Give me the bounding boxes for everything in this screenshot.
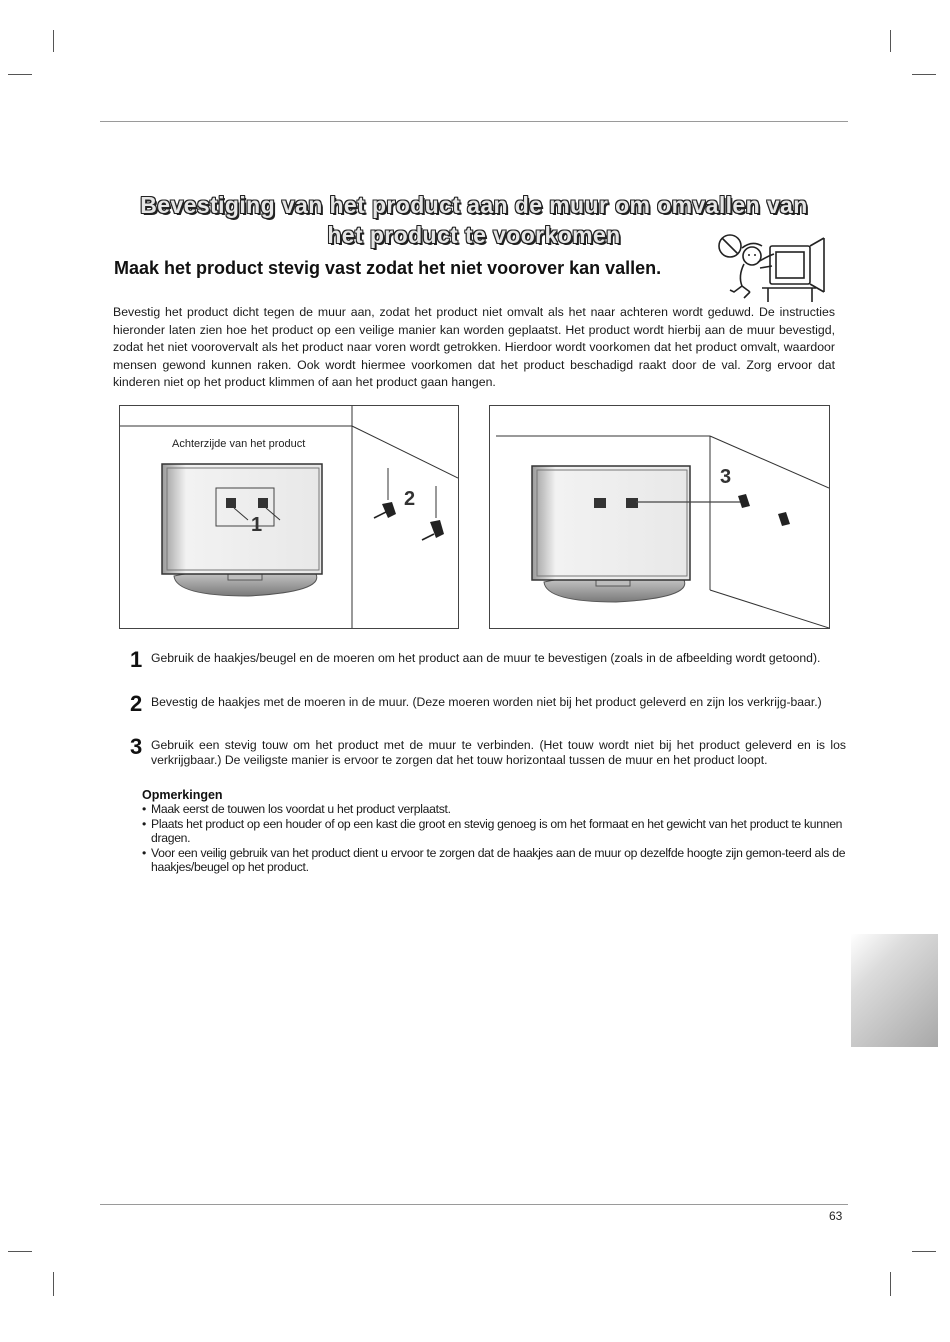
crop-mark xyxy=(8,74,32,75)
crop-mark xyxy=(912,74,936,75)
step-number: 3 xyxy=(130,734,143,759)
crop-mark xyxy=(890,30,891,52)
page-number: 63 xyxy=(829,1209,843,1223)
step-text: Gebruik een stevig touw om het product met de muur te verbinden. (Het touw wordt niet bij het product geleverd en is los verkrijgbaar.) De veiligste manier is ervoor te zorgen dat het touw horizontaal tussen de muur en het product loopt. xyxy=(151,738,846,767)
intro-paragraph: Bevestig het product dicht tegen de muur aan, zodat het product niet omvalt als het naar achteren wordt geduwd. De instructies hieronder laten zien hoe het product op een veilige manier kan worden geplaatst. Het product wordt hierbij aan de muur bevestigd, zodat het niet voorovervalt als het product naar voren wordt getrokken. Hierdoor wordt voorkomen dat het product omvalt, waardoor mensen gewond kunnen raken. Ook wordt hiermee voorkomen dat het product beschadigd raakt door de val. Zorg ervoor dat kinderen niet op het product klimmen of aan het product gaan hangen. xyxy=(113,305,835,389)
step-number: 2 xyxy=(130,691,143,716)
step-1 xyxy=(130,647,846,672)
figure-rear-label: Achterzijde van het product xyxy=(172,438,306,450)
title-line-1: Bevestiging van het product aan de muur om omvallen van xyxy=(140,192,808,218)
chapter-side-tab xyxy=(851,934,938,1047)
crop-mark xyxy=(8,1251,32,1252)
note-item: • Plaats het product op een houder of op een kast die groot en stevig genoeg is om het formaat en het gewicht van het product te kunnen dragen. xyxy=(142,817,846,846)
crop-mark xyxy=(53,1272,54,1296)
no-climbing-warning-icon xyxy=(712,226,832,306)
header-rule xyxy=(100,121,848,122)
crop-mark xyxy=(53,30,54,52)
notes-title: Opmerkingen xyxy=(142,788,223,802)
title-line-2: het product te voorkomen xyxy=(327,222,621,248)
notes-section xyxy=(142,788,846,875)
screw-icon xyxy=(374,512,434,540)
page-subtitle: Maak het product stevig vast zodat het niet voorover kan vallen. xyxy=(114,258,662,278)
step-number: 1 xyxy=(130,647,143,672)
crop-mark xyxy=(890,1272,891,1296)
figure-rear-view xyxy=(119,405,459,629)
note-item: • Voor een veilig gebruik van het product dient u ervoor te zorgen dat de haakjes aan de muur op dezelfde hoogte zijn gemon-teerd als de haakjes/beugel op het product. xyxy=(142,846,846,875)
figure-rope-attachment xyxy=(489,405,830,629)
callout-1: 1 xyxy=(251,514,263,536)
tv-rope-illustration xyxy=(490,406,829,628)
callout-3: 3 xyxy=(720,466,732,488)
callout-2: 2 xyxy=(404,488,416,510)
step-text: Bevestig de haakjes met de moeren in de muur. (Deze moeren worden niet bij het product geleverd en zijn los verkrijg-baar.) xyxy=(151,695,822,709)
note-item: • Maak eerst de touwen los voordat u het product verplaatst. xyxy=(142,802,846,817)
notes-list xyxy=(142,802,846,875)
footer-rule xyxy=(100,1204,848,1205)
step-3 xyxy=(130,734,846,768)
step-text: Gebruik de haakjes/beugel en de moeren om het product aan de muur te bevestigen (zoals in de afbeelding wordt getoond). xyxy=(151,651,821,665)
step-2 xyxy=(130,691,846,716)
crop-mark xyxy=(912,1251,936,1252)
